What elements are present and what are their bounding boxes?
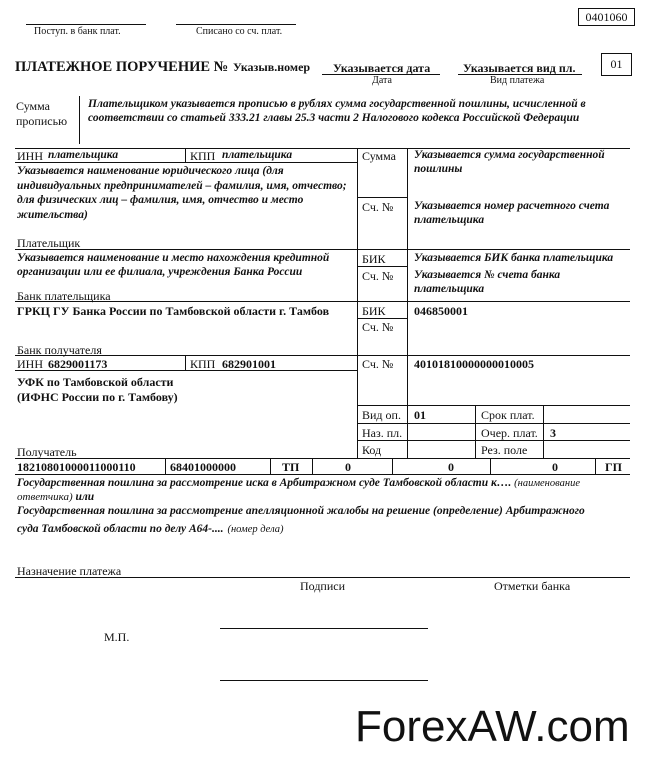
term-label: Срок плат. xyxy=(481,408,535,422)
reserve-label: Рез. поле xyxy=(481,443,528,457)
form-number: Указыв.номер xyxy=(233,60,311,74)
tax-doc-date: 0 xyxy=(552,460,558,474)
col-kpp-divider-payer xyxy=(185,148,186,162)
purpose-code-label: Наз. пл. xyxy=(362,426,403,440)
form-code: 0401060 xyxy=(585,10,628,24)
grid-line-fields-top xyxy=(357,405,630,406)
purpose-line4-bold: суда Тамбовской области по делу А64-.... xyxy=(17,523,224,535)
payer-inn-label: ИНН xyxy=(17,149,43,163)
purpose-bottom-line xyxy=(15,577,630,578)
payer-account-label: Сч. № xyxy=(362,200,394,214)
bank-marks-label: Отметки банка xyxy=(494,579,571,593)
grid-line-bik2 xyxy=(357,318,407,319)
priority-label: Очер. плат. xyxy=(481,426,538,440)
payer-bank-text: Указывается наименование и место нахождения кредитной организации или ее филиала, учреждения Банка России xyxy=(17,252,330,278)
col-fields-mid xyxy=(475,405,476,458)
tax-type: ГП xyxy=(605,460,622,474)
payer-kpp-label: КПП xyxy=(190,149,216,163)
tax-kbk: 18210801000011000110 xyxy=(17,460,136,474)
grid-line-payer-bank xyxy=(15,249,630,250)
payer-kpp-value: плательщика xyxy=(222,149,293,161)
payee-account-label: Сч. № xyxy=(362,357,394,371)
status-code: 01 xyxy=(610,57,623,71)
payee-kpp-label: КПП xyxy=(190,357,216,371)
payee-inn-label: ИНН xyxy=(17,357,43,371)
grid-line-tax-top xyxy=(15,458,630,459)
amount-words-text: Плательщиком указывается прописью в рублях сумма государственной пошлины, исчисленной в соответствии со статьей 333.21 главы 25.3 части 2 Налогового кодекса Российской Федерации xyxy=(88,98,586,124)
grid-line-payer-acc xyxy=(357,197,407,198)
purpose-line1-normal: (наименование xyxy=(514,478,580,489)
purpose-line2-normal: ответчика) xyxy=(17,491,73,503)
received-line xyxy=(26,24,146,25)
signature-line-1 xyxy=(220,628,428,629)
payer-inn-value: плательщика xyxy=(48,149,119,161)
payee-bank-account-label: Сч. № xyxy=(362,320,394,334)
form-title: ПЛАТЕЖНОЕ ПОРУЧЕНИЕ № xyxy=(15,59,229,75)
payer-bank-account-label: Сч. № xyxy=(362,269,394,283)
payer-bik-label: БИК xyxy=(362,252,386,266)
payee-kpp-value: 682901001 xyxy=(222,357,276,371)
payee-bank-label: Банк получателя xyxy=(17,343,102,357)
amount-words-label-text: Сумма прописью xyxy=(16,99,68,128)
purpose-line4-normal: (номер дела) xyxy=(227,524,284,535)
grid-line-payee-inn xyxy=(15,355,630,356)
tax-doc-number: 0 xyxy=(448,460,454,474)
date-label: Дата xyxy=(372,75,392,86)
tax-div-4 xyxy=(392,458,393,474)
watermark: ForexAW.com xyxy=(355,702,630,751)
tax-div-3 xyxy=(312,458,313,474)
payer-bik-value: Указывается БИК банка плательщика xyxy=(414,252,614,264)
payment-type-value: Указывается вид пл. xyxy=(463,61,576,75)
payee-bank-name: ГРКЦ ГУ Банка России по Тамбовской области г. Тамбов xyxy=(17,304,330,318)
payee-account-value: 40101810000000010005 xyxy=(414,357,534,371)
tax-basis: ТП xyxy=(282,460,300,474)
payee-inn-value: 6829001173 xyxy=(48,357,108,371)
col-label-right xyxy=(407,148,408,458)
amount-words-divider xyxy=(79,96,80,144)
amount-words-label xyxy=(16,99,71,129)
purpose-line1-bold: Государственная пошлина за рассмотрение иска в Арбитражном суде Тамбовской области к…. xyxy=(17,477,512,489)
tax-div-5 xyxy=(490,458,491,474)
tax-okato: 68401000000 xyxy=(170,460,236,474)
grid-line-inn xyxy=(15,162,357,163)
debited-label: Списано со сч. плат. xyxy=(196,26,283,37)
tax-div-2 xyxy=(270,458,271,474)
debited-line xyxy=(176,24,296,25)
payee-name-line2: (ИФНС России по г. Тамбову) xyxy=(17,390,178,404)
purpose-line2 xyxy=(17,492,94,504)
received-label: Поступ. в банк плат. xyxy=(34,26,121,37)
payer-name-text: Указывается наименование юридического лица (для индивидуальных предпринимателей – фамилия, имя, отчество; для физических лиц – фамилия, имя, отчество и место жительства) xyxy=(17,165,347,221)
purpose-line2-or: или xyxy=(75,491,95,503)
date-value: Указывается дата xyxy=(333,61,431,75)
form-code-box xyxy=(578,8,635,26)
payer-account-value: Указывается номер расчетного счета плательщика xyxy=(414,200,610,226)
col-label-left xyxy=(357,148,358,458)
grid-line-bik1 xyxy=(357,266,407,267)
payer-bank-account-value: Указывается № счета банка плательщика xyxy=(414,269,561,295)
signature-line-2 xyxy=(220,680,428,681)
payee-label: Получатель xyxy=(17,445,77,459)
code-label: Код xyxy=(362,443,382,457)
amount-value: Указывается сумма государственной пошлины xyxy=(414,149,605,175)
signatures-label: Подписи xyxy=(300,579,346,593)
col-fields-right xyxy=(543,405,544,458)
payee-name-line1: УФК по Тамбовской области xyxy=(17,375,174,389)
tax-div-1 xyxy=(165,458,166,474)
payee-bik-value: 046850001 xyxy=(414,304,468,318)
payer-label: Плательщик xyxy=(17,236,81,250)
purpose-line1 xyxy=(17,478,580,490)
status-code-box xyxy=(601,53,632,76)
op-type-value: 01 xyxy=(414,408,426,422)
col-kpp-divider-payee xyxy=(185,355,186,370)
purpose-label: Назначение платежа xyxy=(17,564,122,578)
tax-period: 0 xyxy=(345,460,351,474)
op-type-label: Вид оп. xyxy=(362,408,401,422)
payment-type-label: Вид платежа xyxy=(490,75,545,86)
tax-div-6 xyxy=(595,458,596,474)
grid-line-tax-bottom xyxy=(15,474,630,475)
stamp-label: М.П. xyxy=(104,630,130,644)
payer-bank-label: Банк плательщика xyxy=(17,289,111,303)
payee-bik-label: БИК xyxy=(362,304,386,318)
purpose-line4 xyxy=(17,520,284,536)
priority-value: 3 xyxy=(550,426,556,440)
grid-line-fields-2 xyxy=(357,423,630,424)
amount-label: Сумма xyxy=(362,149,396,163)
purpose-line3: Государственная пошлина за рассмотрение апелляционной жалобы на решение (определение) Арбитражного xyxy=(17,505,585,517)
grid-line-fields-3 xyxy=(357,440,630,441)
